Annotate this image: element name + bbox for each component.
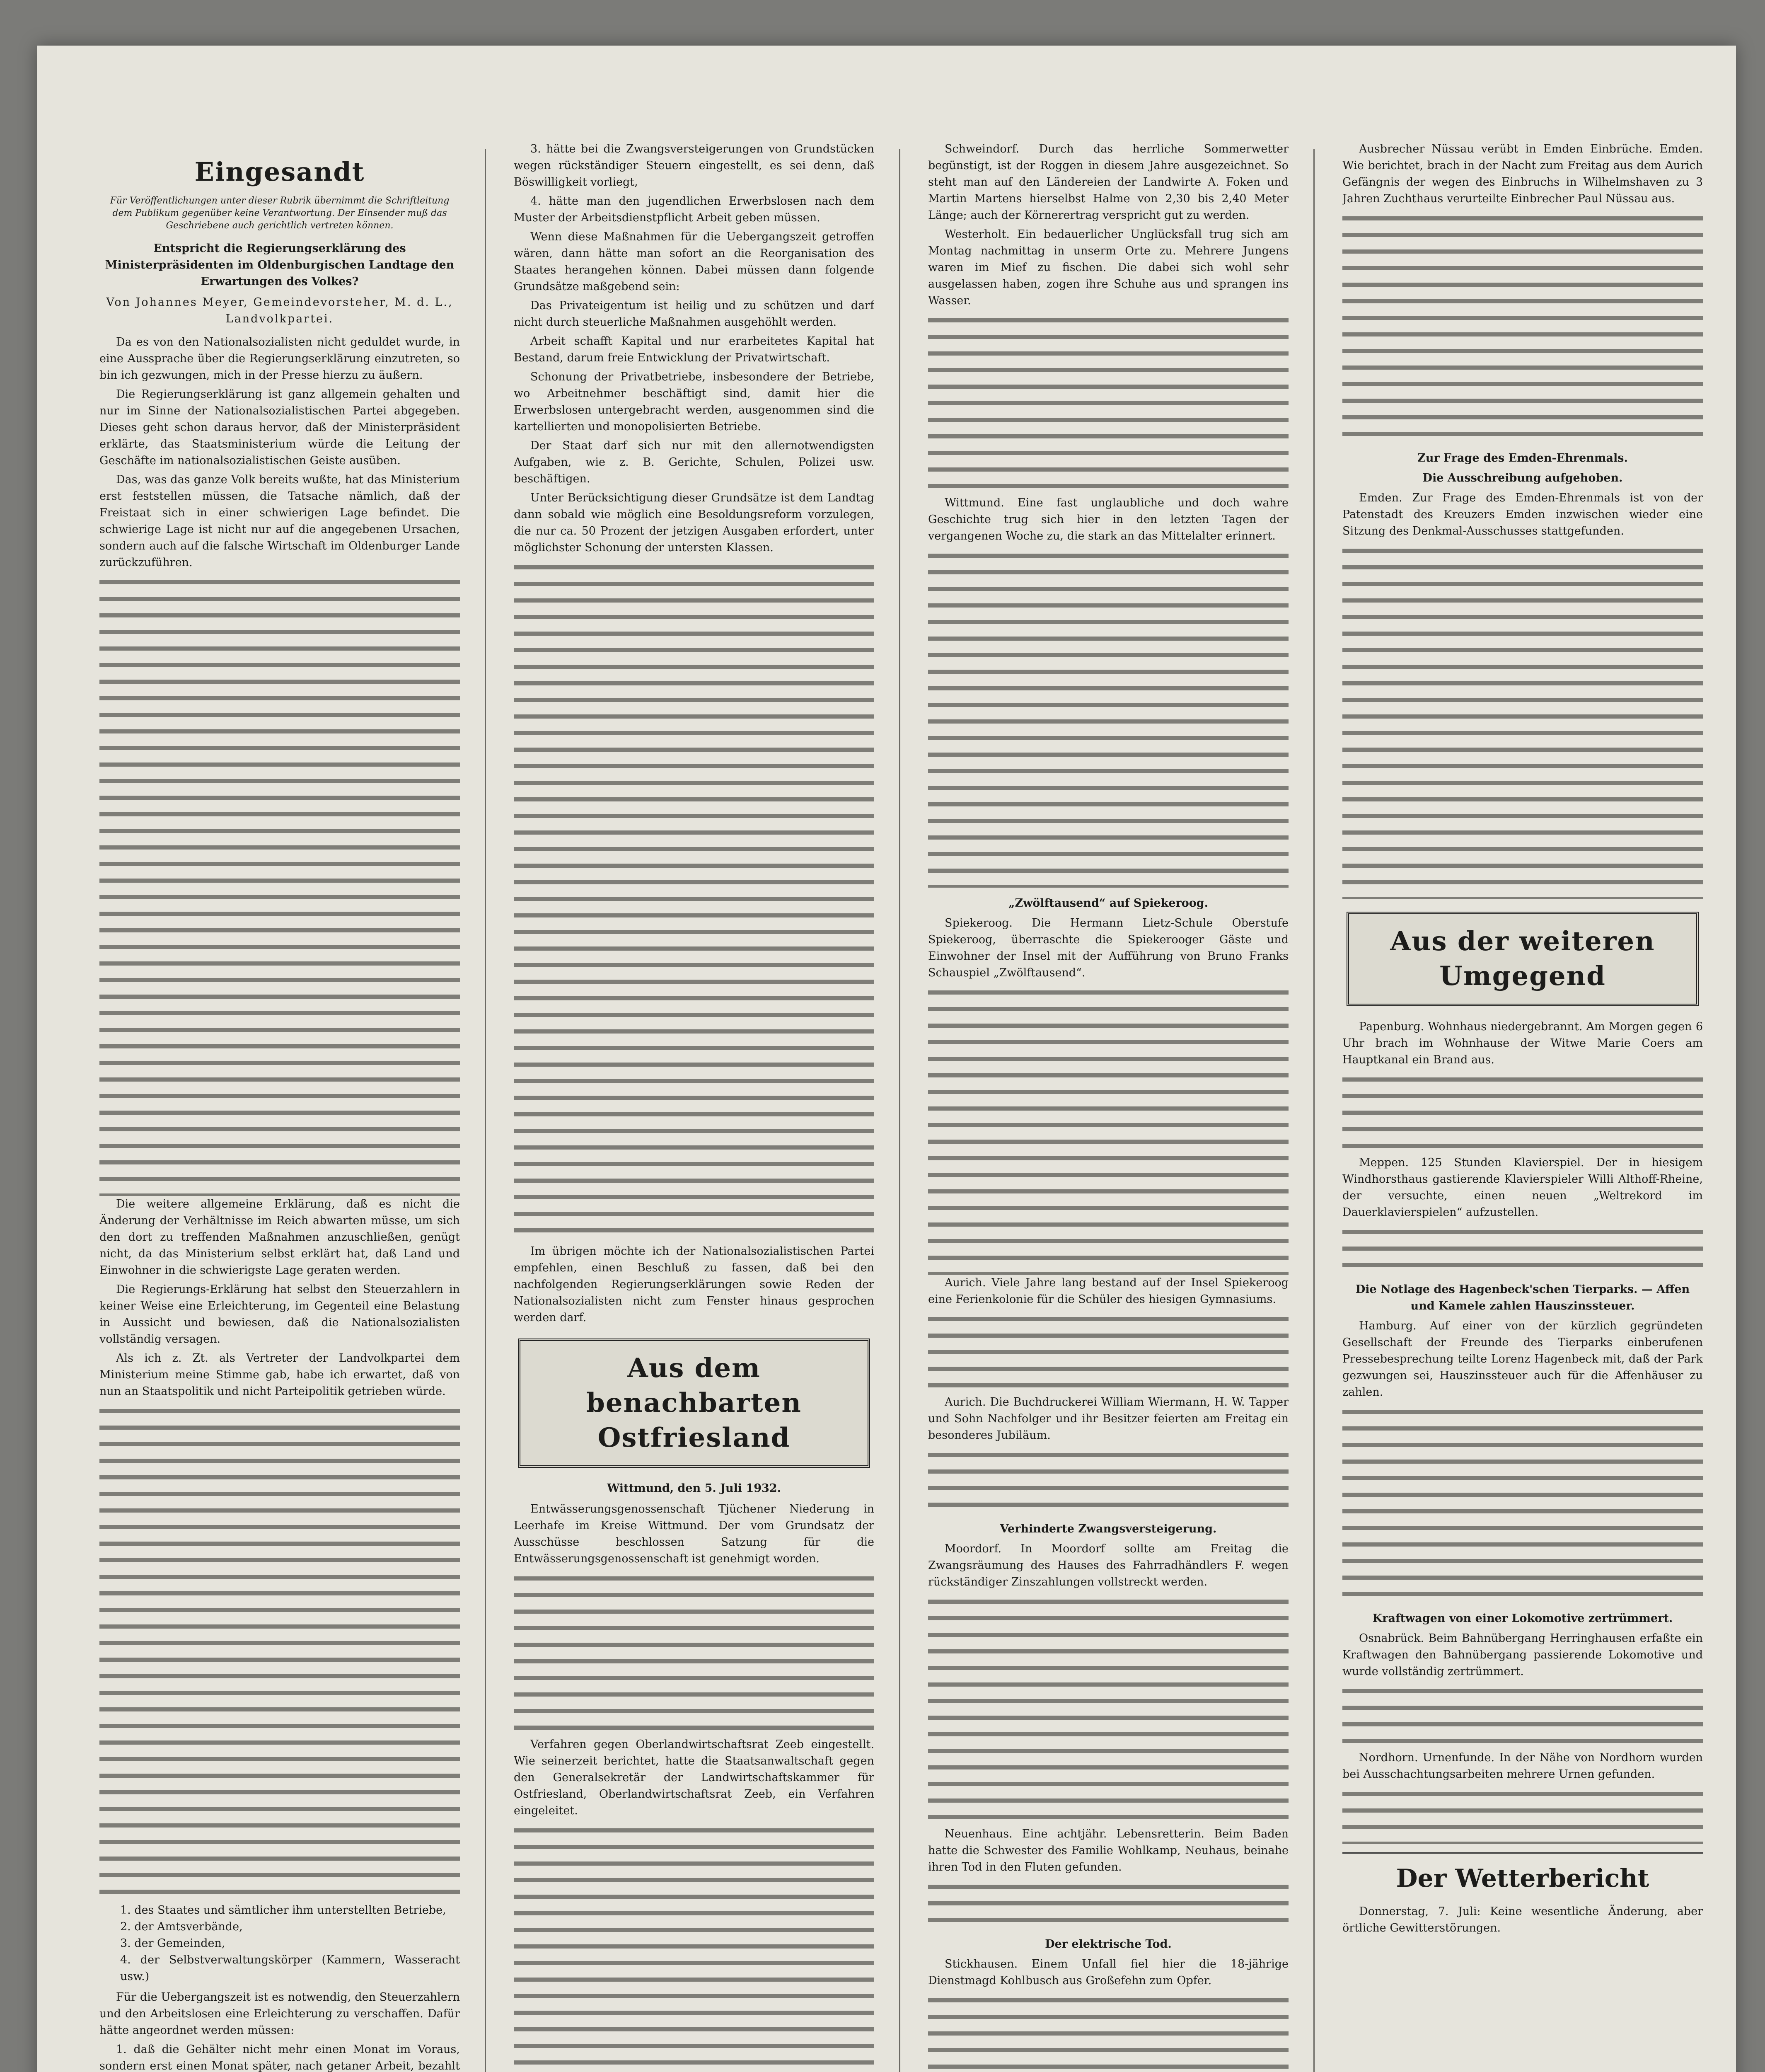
paragraph: Papenburg. Wohnhaus niedergebrannt. Am Morgen gegen 6 Uhr brach im Wohnhause der Witwe Marie Coers am Hauptkanal ein Brand aus.: [1342, 1020, 1703, 1066]
paragraph: Da es von den Nationalsozialisten nicht geduldet wurde, in eine Aussprache über die Regierungserklärung einzutreten, so bin ich gezwungen, mich in der Presse hierzu zu äußern.: [99, 336, 460, 382]
paragraph: Emden. Zur Frage des Emden-Ehrenmals ist von der Patenstadt des Kreuzers Emden inzwischen wieder eine Sitzung des Denkmal-Ausschusses stattgefunden.: [1342, 491, 1703, 537]
column-3: [928, 141, 1289, 2072]
paragraph: Die Regierungs-Erklärung hat selbst den Steuerzahlern in keiner Weise eine Erleichterung, im Gegenteil eine Belastung in Aussicht und bewiesen, daß die Nationalsozialisten vollständig versagen.: [99, 1283, 460, 1346]
article-title: Entspricht die Regierungserklärung des Ministerpräsidenten im Oldenburgischen Landtage den Erwartungen des Volkes?: [105, 242, 455, 288]
paragraph: Im übrigen möchte ich der Nationalsozialistischen Partei empfehlen, einen Beschluß zu fassen, daß bei den nachfolgenden Regierungserklärungen sowie Reden der Nationalsozialisten nicht zum Fenster hinaus gesprochen werden darf.: [514, 1245, 874, 1324]
paragraph: Arbeit schafft Kapital und nur erarbeitetes Kapital hat Bestand, darum freie Entwicklung der Privatwirtschaft.: [514, 335, 874, 364]
column-2: [514, 141, 874, 2072]
paragraph: Hamburg. Auf einer von der kürzlich gegründeten Gesellschaft der Freunde des Tierparks einberufenen Pressebesprechung teilte Lorenz Hagenbeck mit, daß der Park gezwungen sei, Hauszinssteuer auch für die Affenhäuser zu zahlen.: [1342, 1319, 1703, 1399]
paragraph: 1. daß die Gehälter nicht mehr einen Monat im Voraus, sondern erst einen Monat später, nach getaner Arbeit, bezahlt: [99, 2043, 460, 2072]
text-body: [928, 1992, 1289, 2072]
paragraph: Stickhausen. Einem Unfall fiel hier die 18-jährige Dienstmagd Kohlbusch aus Großefehn zum Opfer.: [928, 1958, 1289, 1987]
list-item: 2. der Amtsverbände,: [120, 1920, 243, 1933]
subheading: Die Ausschreibung aufgehoben.: [1422, 472, 1623, 484]
column-rule: [899, 149, 900, 2072]
weather-report-title: Der Wetterbericht: [1396, 1864, 1649, 1893]
text-body: [1342, 1404, 1703, 1603]
paragraph: Nordhorn. Urnenfunde. In der Nähe von Nordhorn wurden bei Ausschachtungsarbeiten mehrere Urnen gefunden.: [1342, 1751, 1703, 1781]
text-body: [1342, 1224, 1703, 1274]
paragraph: Verfahren gegen Oberlandwirtschaftsrat Zeeb eingestellt. Wie seinerzeit berichtet, hatte die Staatsanwaltschaft gegen den Generalsekretär der Landwirtschaftskammer für Ostfriesland, Oberlandwirtschaftsrat Zeeb, ein Verfahren eingeleitet.: [514, 1738, 874, 1817]
text-body: [928, 548, 1289, 888]
text-body: [1342, 1683, 1703, 1750]
paragraph: Die weitere allgemeine Erklärung, daß es nicht die Änderung der Verhältnisse im Reich abwarten müsse, um sich den dort zu treffenden Maßnahmen anzuschließen, genügt nicht, da das Ministerium selbst erklärt hat, daß Land und Einwohner in die schwierigste Lage geraten werden.: [99, 1198, 460, 1277]
paragraph: Osnabrück. Beim Bahnübergang Herringhausen erfaßte ein Kraftwagen den Bahnübergang passierende Lokomotive und wurde vollständig zertrümmert.: [1342, 1632, 1703, 1678]
paragraph: Westerholt. Ein bedauerlicher Unglücksfall trug sich am Montag nachmittag in unserm Orte zu. Mehrere Jungens waren im Mief zu fischen. Die dabei sich wohl sehr ausgelassen haben, zogen ihre Schuhe aus und sprangen ins Wasser.: [928, 228, 1289, 307]
text-body: [928, 1594, 1289, 1826]
paragraph: 3. hätte bei die Zwangsversteigerungen von Grundstücken wegen rückständiger Steuern eingestellt, es sei denn, daß Böswilligkeit vorliegt,: [514, 143, 874, 189]
column-rule: [1313, 149, 1315, 2072]
subheading: Zur Frage des Emden-Ehrenmals.: [1417, 452, 1628, 465]
text-body: [928, 1311, 1289, 1394]
section-header-ostfriesland: Aus dem benachbarten Ostfriesland: [518, 1339, 870, 1468]
column-4: [1342, 141, 1703, 2072]
text-body: [1342, 543, 1703, 899]
list-item: 3. der Gemeinden,: [120, 1937, 225, 1950]
text-body: [928, 1447, 1289, 1513]
paragraph: Als ich z. Zt. als Vertreter der Landvolkpartei dem Ministerium meine Stimme gab, habe ich erwartet, daß von nun an Staatspolitik und nicht Parteipolitik getrieben würde.: [99, 1352, 460, 1398]
subheading: Kraftwagen von einer Lokomotive zertrümmert.: [1372, 1612, 1673, 1625]
text-body: [928, 985, 1289, 1275]
paragraph: Unter Berücksichtigung dieser Grundsätze ist dem Landtag dann sobald wie möglich eine Besoldungsreform vorzulegen, die nur ca. 50 Prozent der jetzigen Ausgaben erfordert, unter möglichster Schonung der untersten Klassen.: [514, 491, 874, 554]
divider: [1342, 1852, 1703, 1854]
text-body: [928, 1879, 1289, 1929]
column-rule: [485, 149, 486, 2072]
list-item: 1. des Staates und sämtlicher ihm unterstellten Betriebe,: [120, 1904, 446, 1917]
weather-report-text: Donnerstag, 7. Juli: Keine wesentliche Änderung, aber örtliche Gewitterstörungen.: [1342, 1905, 1703, 1934]
disclaimer: Für Veröffentlichungen unter dieser Rubrik übernimmt die Schriftleitung dem Publikum gegenüber keine Verantwortung. Der Einsender muß das Geschriebene auch gerichtlich vertreten können.: [110, 196, 450, 231]
article-author: Von Johannes Meyer, Gemeindevorsteher, M. d. L., Landvolkpartei.: [106, 296, 453, 325]
subheading: Verhinderte Zwangsversteigerung.: [1000, 1523, 1217, 1535]
list: [120, 1902, 460, 1985]
paragraph: Wenn diese Maßnahmen für die Uebergangszeit getroffen wären, dann hätte man sofort an die Reorganisation des Staates herangehen können. Dabei müssen dann folgende Grundsätze maßgebend sein:: [514, 230, 874, 293]
paragraph: Das, was das ganze Volk bereits wußte, hat das Ministerium erst feststellen müssen, die Tatsache nämlich, daß der Freistaat sich in einer schwierigen Lage befindet. Die schwierige Lage ist nicht nur auf die angegebenen Ursachen, sondern auch auf die falsche Wirtschaft im Oldenburger Lande zurückzuführen.: [99, 473, 460, 569]
subheading: „Zwölftausend“ auf Spiekeroog.: [1008, 897, 1209, 910]
paragraph: Wittmund. Eine fast unglaubliche und doch wahre Geschichte trug sich hier in den letzten Tagen der vergangenen Woche zu, die stark an das Mittelalter erinnert.: [928, 496, 1289, 542]
paragraph: Die Regierungserklärung ist ganz allgemein gehalten und nur im Sinne der Nationalsozialistischen Partei abgegeben. Dieses geht schon daraus hervor, daß der Ministerpräsident erklärte, das Staatsministerium würde die Leitung der Geschäfte im nationalsozialistischen Geiste ausüben.: [99, 388, 460, 467]
list-item: 4. der Selbstverwaltungskörper (Kammern, Wasseracht usw.): [120, 1953, 460, 1983]
paragraph: Entwässerungsgenossenschaft Tjüchener Niederung in Leerhafe im Kreise Wittmund. Der vom Grundsatz der Ausschüsse beschlossen Satzung für die Entwässerungsgenossenschaft ist genehmigt worden.: [514, 1503, 874, 1565]
paragraph: Schonung der Privatbetriebe, insbesondere der Betriebe, wo Arbeitnehmer beschäftigt sind, damit hier die Erwerbslosen untergebracht werden, ausgenommen sind die kartellierten und monopolisierten Betriebe.: [514, 370, 874, 433]
text-body: [514, 1823, 874, 2072]
text-body: [514, 559, 874, 1243]
column-1: [99, 141, 460, 2072]
paragraph: Moordorf. In Moordorf sollte am Freitag die Zwangsräumung des Hauses des Fahrradhändlers F. wegen rückständiger Zinszahlungen vollstreckt werden.: [928, 1542, 1289, 1588]
section-header-umgegend: Aus der weiteren Umgegend: [1347, 912, 1699, 1006]
text-body: [99, 1403, 460, 1900]
section-header-eingesandt: Eingesandt: [194, 157, 365, 187]
paragraph: Der Staat darf sich nur mit den allernotwendigsten Aufgaben, wie z. B. Gerichte, Schulen, Polizei usw. beschäftigen.: [514, 439, 874, 485]
paragraph: 4. hätte man den jugendlichen Erwerbslosen nach dem Muster der Arbeitsdienstpflicht Arbeit geben müssen.: [514, 195, 874, 224]
paragraph: Spiekeroog. Die Hermann Lietz-Schule Oberstufe Spiekeroog, überraschte die Spiekerooger Gäste und Einwohner der Insel mit der Aufführung von Bruno Franks Schauspiel „Zwölftausend“.: [928, 917, 1289, 979]
paragraph: Das Privateigentum ist heilig und zu schützen und darf nicht durch steuerliche Maßnahmen ausgehöhlt werden.: [514, 299, 874, 329]
paragraph: Meppen. 125 Stunden Klavierspiel. Der in hiesigem Windhorsthaus gastierende Klavierspieler Willi Althoff-Rheine, der versuchte, einen neuen „Weltrekord im Dauerklavierspielen“ aufzustellen.: [1342, 1156, 1703, 1219]
paragraph: Ausbrecher Nüssau verübt in Emden Einbrüche. Emden. Wie berichtet, brach in der Nacht zum Freitag aus dem Aurich Gefängnis der wegen des Einbruchs in Wilhelmshaven zu 3 Jahren Zuchthaus verurteilte Einbrecher Paul Nüssau aus.: [1342, 143, 1703, 205]
paragraph: Aurich. Die Buchdruckerei William Wiermann, H. W. Tapper und Sohn Nachfolger und ihr Besitzer feierten am Freitag ein besonderes Jubiläum.: [928, 1396, 1289, 1442]
paragraph: Neuenhaus. Eine achtjähr. Lebensretterin. Beim Baden hatte die Schwester des Familie Wohlkamp, Neuhaus, beinahe ihren Tod in den Fluten gefunden.: [928, 1828, 1289, 1874]
text-body: [1342, 1072, 1703, 1155]
paragraph: Aurich. Viele Jahre lang bestand auf der Insel Spiekeroog eine Ferienkolonie für die Schüler des hiesigen Gymnasiums.: [928, 1276, 1289, 1306]
paragraph: Für die Uebergangszeit ist es notwendig, den Steuerzahlern und den Arbeitslosen eine Erleichterung zu verschaffen. Dafür hätte angeordnet werden müssen:: [99, 1991, 460, 2037]
paragraph: Schweindorf. Durch das herrliche Sommerwetter begünstigt, ist der Roggen in diesem Jahre ausgezeichnet. So steht man auf den Ländereien der Landwirte A. Foken und Martin Martens hierselbst Halme von 2,30 bis 2,40 Meter Länge; auch der Körnerertrag verspricht gut zu werden.: [928, 143, 1289, 222]
text-body: [99, 574, 460, 1196]
subheading: Die Notlage des Hagenbeck'schen Tierparks. — Affen und Kamele zahlen Hauszinssteuer.: [1355, 1283, 1690, 1312]
subheading: Der elektrische Tod.: [1045, 1938, 1172, 1951]
text-body: [1342, 1786, 1703, 1844]
dateline: Wittmund, den 5. Juli 1932.: [607, 1482, 781, 1495]
text-body: [514, 1571, 874, 1736]
newspaper-page: [37, 46, 1736, 2072]
text-body: [1342, 211, 1703, 443]
text-body: [928, 312, 1289, 495]
